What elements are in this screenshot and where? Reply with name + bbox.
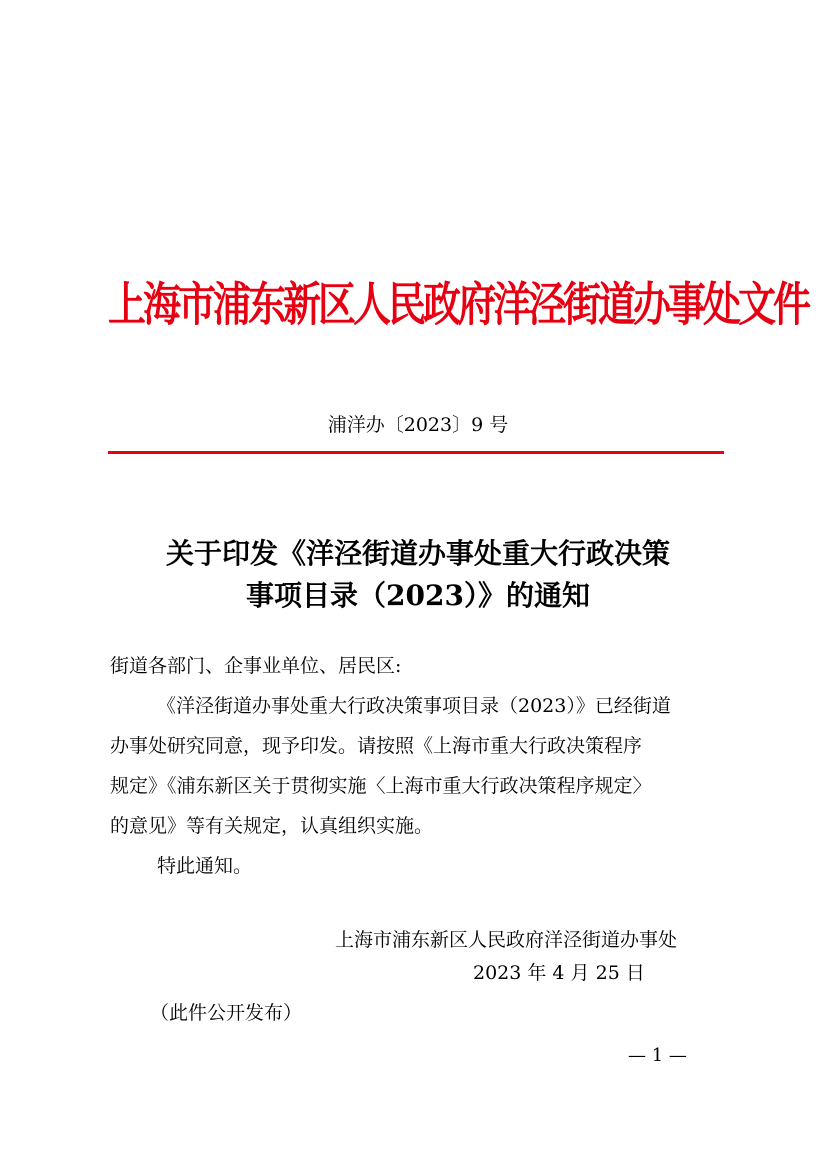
closing-text: 特此通知。: [157, 855, 253, 877]
page-number: — 1 —: [628, 1045, 687, 1066]
document-number: 浦洋办〔2023〕9 号: [327, 414, 509, 436]
document-header-title: 上海市浦东新区人民政府洋泾街道办事处文件: [108, 276, 809, 332]
publication-note: （此件公开发布）: [150, 1002, 303, 1024]
notice-title-line-2: 事项目录（2023）》的通知: [246, 579, 590, 612]
issuer-signature: 上海市浦东新区人民政府洋泾街道办事处: [335, 929, 678, 951]
issue-date: 2023 年 4 月 25 日: [473, 962, 645, 984]
red-divider-line: [108, 451, 724, 454]
paragraph-line: 《洋泾街道办事处重大行政决策事项目录（2023）》已经街道: [157, 695, 671, 717]
paragraph-line: 规定》《浦东新区关于贯彻实施〈上海市重大行政决策程序规定〉: [110, 775, 652, 797]
notice-title-line-1: 关于印发《洋泾街道办事处重大行政决策: [165, 537, 670, 570]
paragraph-line: 办事处研究同意，现予印发。请按照《上海市重大行政决策程序: [110, 735, 643, 757]
paragraph-line: 的意见》等有关规定，认真组织实施。: [110, 815, 434, 837]
salutation: 街道各部门、企事业单位、居民区:: [110, 655, 402, 677]
